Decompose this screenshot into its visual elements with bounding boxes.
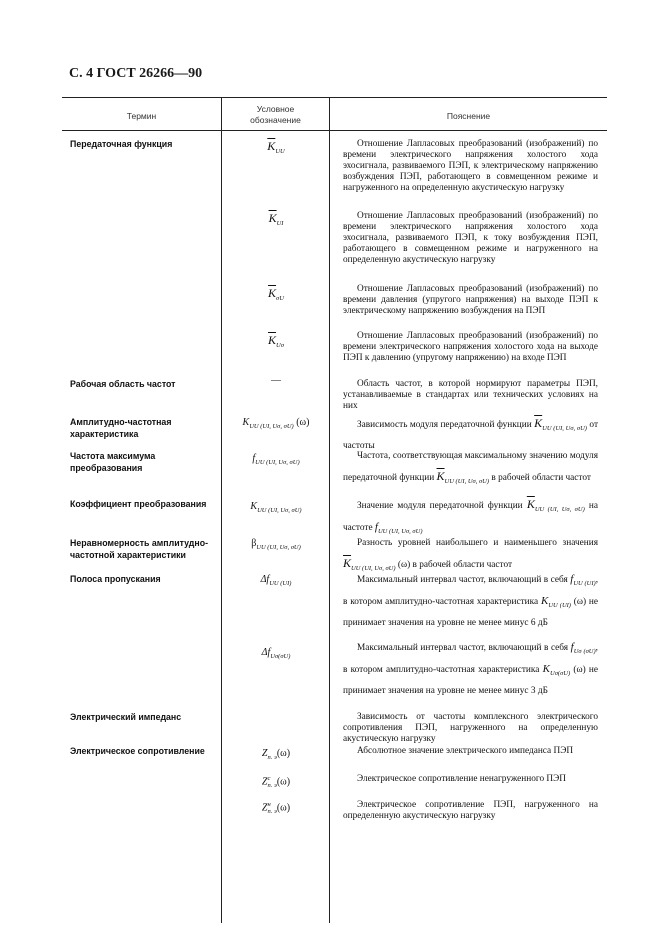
term-impedance: Электрический импеданс	[70, 712, 182, 722]
explanation-k-ui: Отношение Лапласовых преобразований (изображений) по времени электрического напряжения холостого хода эхосигнала, развиваемого ПЭП, к току возбуждения ПЭП, работающего в совмещенном режиме и нагруженного на определенную акустическую нагрузку	[343, 211, 598, 265]
column-header-symbol	[222, 104, 329, 126]
column-divider-2	[329, 98, 330, 923]
symbol-resistance-abs: $Z_{п. э}(\omega)$	[261, 748, 291, 761]
symbol-bandwidth-uu: $\Delta f_{UU (UI)}$	[260, 574, 292, 587]
explanation-bandwidth-us: Максимальный интервал частот, включающий в себя $f_{U\sigma (\sigma U)}$, в котором амплитудно-частотная характеристика $K_{U\sigma(\sigma U)}$ (ω) не принимает значения на уровне не менее минус 3 дБ	[343, 641, 599, 696]
explanation-max-frequency: Частота, соответствующая максимальному значению модуля передаточной функции $\overline{K}_{UU (UI, U\sigma, \sigma U)}$ в рабочей области частот	[343, 451, 598, 485]
term-bandwidth: Полоса пропускания	[70, 574, 161, 584]
column-header-explanation: Пояснение	[446, 111, 491, 121]
explanation-conversion-coefficient: Значение модуля передаточной функции $\overline{K}_{UU (UI, U\sigma, \sigma U)}$ на частоте $f_{UU (UI, U\sigma, \sigma U)}$	[343, 497, 598, 535]
term-afc: Амплитудно-частотная характеристика	[70, 417, 172, 439]
symbol-max-frequency: $f_{UU (UI, U\sigma, \sigma U)}$	[252, 453, 300, 466]
symbol-k-su: $\overline{K}_{\sigma U}$	[268, 286, 284, 302]
column-header-symbol-line1: Условное	[256, 104, 295, 114]
symbol-nonuniformity: $\beta_{UU (UI, U\sigma, \sigma U)}$	[251, 538, 301, 551]
symbol-k-ui: $\overline{K}_{UI}$	[268, 211, 284, 227]
symbol-k-us: $\overline{K}_{U\sigma}$	[268, 333, 284, 349]
symbol-bandwidth-us: $\Delta f_{U\sigma(\sigma U)}$	[261, 647, 291, 660]
column-header-symbol-line2: обозначение	[250, 115, 301, 125]
explanation-resistance-loaded: Электрическое сопротивление ПЭП, нагруженного на определенную акустическую нагрузку	[343, 800, 598, 821]
explanation-k-us: Отношение Лапласовых преобразований (изображений) по времени электрического напряжения холостого хода на выходе ПЭП к давлению (упругому напряжению) на входе ПЭП	[343, 331, 598, 363]
symbol-working-range: —	[271, 375, 281, 386]
explanation-k-uu: Отношение Лапласовых преобразований (изображений) по времени электрического напряжения холостого хода эхосигнала, развиваемого ПЭП, к электрическому напряжению возбуждения ПЭП, работающего в совмещенном режиме и нагруженного на определенную акустическую нагрузку	[343, 139, 598, 193]
symbol-k-uu: $\overline{K}_{UU}$	[267, 139, 285, 155]
term-conversion-coefficient: Коэффициент преобразования	[70, 499, 207, 509]
explanation-nonuniformity: Разность уровней наибольшего и наименьшего значения $\overline{K}_{UU (UI, U\sigma, \sigma U)}$ (ω) в рабочей области частот	[343, 538, 598, 572]
symbol-conversion-coefficient: $K_{UU (UI, U\sigma, \sigma U)}$	[250, 501, 302, 514]
explanation-afc: Зависимость модуля передаточной функции $\overline{K}_{UU (UI, U\sigma, \sigma U)}$ от частоты	[343, 416, 599, 451]
explanation-resistance-unloaded: Электрическое сопротивление ненагруженного ПЭП	[357, 774, 567, 784]
term-resistance: Электрическое сопротивление	[70, 746, 205, 756]
explanation-resistance-abs: Абсолютное значение электрического импеданса ПЭП	[357, 746, 574, 756]
column-header-term: Термин	[126, 111, 157, 121]
explanation-k-su: Отношение Лапласовых преобразований (изображений) по времени давления (упругого напряжения) на выходе ПЭП к электрическому напряжению возбуждения на ПЭП	[343, 284, 598, 316]
term-max-frequency: Частота максимума преобразования	[70, 451, 156, 473]
explanation-impedance: Зависимость от частоты комплексного электрического сопротивления ПЭП, нагруженного на определенную акустическую нагрузку	[343, 712, 598, 744]
symbol-resistance-unloaded: Zс п. э(ω)	[261, 775, 291, 789]
term-nonuniformity: Неравномерность амплитудно-частотной характеристики	[70, 538, 208, 560]
term-working-range: Рабочая область частот	[70, 379, 176, 389]
symbol-resistance-loaded: Zн п. э(ω)	[261, 801, 291, 815]
symbol-afc: $K_{UU (UI, U\sigma, \sigma U)}$ (ω)	[242, 417, 310, 430]
explanation-working-range: Область частот, в которой нормируют параметры ПЭП, устанавливаемые в стандартах или технических условиях на них	[343, 379, 598, 411]
table-top-rule	[62, 97, 607, 98]
column-divider-1	[221, 98, 222, 923]
page-title: С. 4 ГОСТ 26266—90	[69, 66, 203, 81]
term-transfer-function: Передаточная функция	[70, 139, 173, 149]
table-header-rule	[62, 130, 607, 131]
explanation-bandwidth-uu: Максимальный интервал частот, включающий в себя $f_{UU (UI)}$, в котором амплитудно-частотная характеристика $K_{UU (UI)}$ (ω) не принимает значения на уровне не менее минус 6 дБ	[343, 573, 599, 628]
